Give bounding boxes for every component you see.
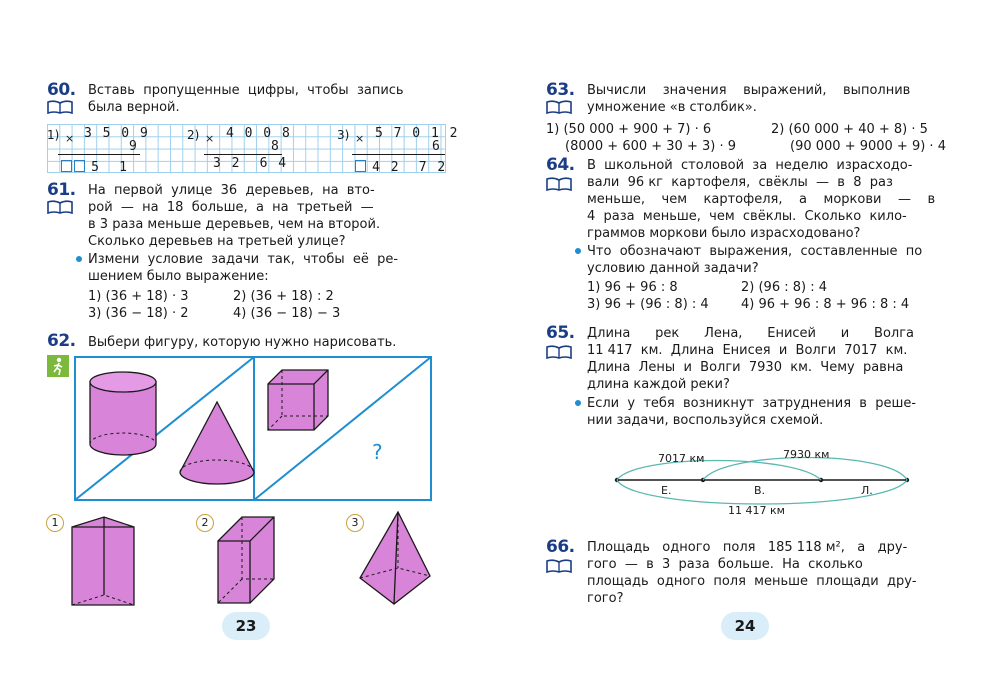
bullet-icon [76, 256, 82, 262]
item-3-result: 4 2 7 2 [354, 156, 447, 175]
times-sign: × [355, 132, 365, 145]
choice-1-badge[interactable]: 1 [46, 514, 64, 532]
task-64-option-4: 4) 96 + 96 : 8 + 96 : 8 : 4 [741, 297, 910, 312]
item-2-result: 3 2 6 4 [213, 156, 288, 171]
task-60-text-2: была верной. [88, 100, 180, 115]
item-1-result: 5 1 [60, 156, 128, 175]
missing-digit-box[interactable] [355, 160, 366, 172]
item-3-row1: 5 7 0 1 2 [375, 126, 459, 141]
result-line [352, 154, 445, 155]
bullet-icon [575, 248, 581, 254]
right-page [495, 0, 990, 700]
task-60-text-1: Вставь пропущенные цифры, чтобы запись [88, 83, 404, 98]
scheme-label-total: 11 417 км [728, 504, 785, 517]
question-mark: ? [372, 440, 383, 464]
task-64-option-1: 1) 96 + 96 : 8 [587, 280, 678, 295]
task-61-text-3: в 3 раза меньше деревьев, чем на второй. [88, 217, 381, 232]
scheme-seg-l: Л. [861, 484, 873, 497]
task-65-text-2: 11 417 км. Длина Енисея и Волги 7017 км. [587, 343, 908, 358]
task-61-text-1: На первой улице 36 деревьев, на вто- [88, 183, 375, 198]
page-number: 24 [721, 612, 769, 640]
task-62-number: 62. [47, 331, 76, 351]
task-64-option-3: 3) 96 + (96 : 8) : 4 [587, 297, 709, 312]
scheme-seg-v: В. [754, 484, 766, 497]
task-63-expr-1b: (8000 + 600 + 30 + 3) · 9 [565, 139, 736, 154]
book-icon [47, 100, 73, 114]
item-1-row2: 9 [129, 139, 139, 154]
choice-2-badge[interactable]: 2 [196, 514, 214, 532]
task-64-bullet-2: условию данной задачи? [587, 261, 759, 276]
task-60-number: 60. [47, 80, 76, 100]
cone-shape [177, 400, 257, 488]
task-63-number: 63. [546, 80, 575, 100]
result-line [204, 154, 282, 155]
book-icon [546, 345, 572, 359]
task-63-expr-2a: 2) (60 000 + 40 + 8) · 5 [771, 122, 928, 137]
task-64-option-2: 2) (96 : 8) : 4 [741, 280, 827, 295]
task-64-text-2: вали 96 кг картофеля, свёклы — в 8 раз [587, 175, 893, 190]
item-3-label: 3) [337, 128, 350, 142]
task-66-text-3: площадь одного поля меньше площади дру- [587, 574, 917, 589]
cylinder-shape [88, 370, 158, 458]
times-sign: × [65, 132, 75, 145]
task-64-text-4: 4 раза меньше, чем свёклы. Сколько кило- [587, 209, 907, 224]
bullet-icon [575, 400, 581, 406]
task-64-text-5: граммов моркови было израсходовано? [587, 226, 861, 241]
task-63-text-2: умножение «в столбик». [587, 100, 757, 115]
book-icon [47, 200, 73, 214]
task-62-text: Выбери фигуру, которую нужно нарисовать. [88, 335, 397, 350]
task-64-text-1: В школьной столовой за неделю израсходо- [587, 158, 913, 173]
task-63-expr-2b: (90 000 + 9000 + 9) · 4 [790, 139, 946, 154]
item-1-row1: 3 5 0 9 [84, 126, 150, 141]
task-63-expr-1a: 1) (50 000 + 900 + 7) · 6 [546, 122, 712, 137]
item-2-label: 2) [187, 128, 200, 142]
task-64-text-3: меньше, чем картофеля, а моркови — в [587, 192, 936, 207]
task-61-text-2: рой — на 18 больше, а на третьей — [88, 200, 374, 215]
rectangular-prism-choice[interactable] [216, 515, 276, 605]
task-66-text-2: гого — в 3 раза больше. На сколько [587, 557, 863, 572]
missing-digit-box[interactable] [61, 160, 72, 172]
task-61-bullet-1: Измени условие задачи так, чтобы её ре- [88, 252, 399, 267]
task-66-text-4: гого? [587, 591, 624, 606]
task-64-number: 64. [546, 155, 575, 175]
item-1-label: 1) [47, 128, 60, 142]
task-66-text-1: Площадь одного поля 185 118 м², а дру- [587, 540, 908, 555]
triangular-prism-choice[interactable] [70, 515, 136, 607]
book-icon [546, 559, 572, 573]
task-65-bullet-1: Если у тебя возникнут затруднения в реше- [587, 396, 917, 411]
item-2-row1: 4 0 0 8 [226, 126, 292, 141]
result-line [58, 154, 140, 155]
item-3-row2: 6 [432, 139, 442, 154]
choice-3-badge[interactable]: 3 [346, 514, 364, 532]
task-61-option-4: 4) (36 − 18) − 3 [233, 306, 341, 321]
missing-digit-box[interactable] [74, 160, 85, 172]
running-figure-icon [47, 355, 69, 377]
task-65-number: 65. [546, 323, 575, 343]
scheme-seg-e: Е. [661, 484, 672, 497]
task-65-text-3: Длина Лены и Волги 7930 км. Чему равна [587, 360, 904, 375]
item-2-row2: 8 [271, 139, 281, 154]
task-65-text-4: длина каждой реки? [587, 377, 730, 392]
task-61-option-2: 2) (36 + 18) : 2 [233, 289, 334, 304]
task-64-bullet-1: Что обозначают выражения, составленные по [587, 244, 923, 259]
scheme-label-7017: 7017 км [658, 452, 705, 465]
task-66-number: 66. [546, 537, 575, 557]
book-icon [546, 100, 572, 114]
scheme-label-7930: 7930 км [783, 448, 830, 461]
task-65-bullet-2: нии задачи, воспользуйся схемой. [587, 413, 824, 428]
task-61-number: 61. [47, 180, 76, 200]
times-sign: × [205, 132, 215, 145]
book-icon [546, 177, 572, 191]
cube-shape [266, 368, 330, 432]
task-61-option-3: 3) (36 − 18) · 2 [88, 306, 189, 321]
task-61-bullet-2: шением было выражение: [88, 269, 269, 284]
task-63-text-1: Вычисли значения выражений, выполнив [587, 83, 911, 98]
task-61-text-4: Сколько деревьев на третьей улице? [88, 234, 346, 249]
task-61-option-1: 1) (36 + 18) · 3 [88, 289, 189, 304]
pyramid-choice[interactable] [358, 510, 438, 606]
task-65-text-1: Длина рек Лена, Енисей и Волга [587, 326, 915, 341]
page-number: 23 [222, 612, 270, 640]
